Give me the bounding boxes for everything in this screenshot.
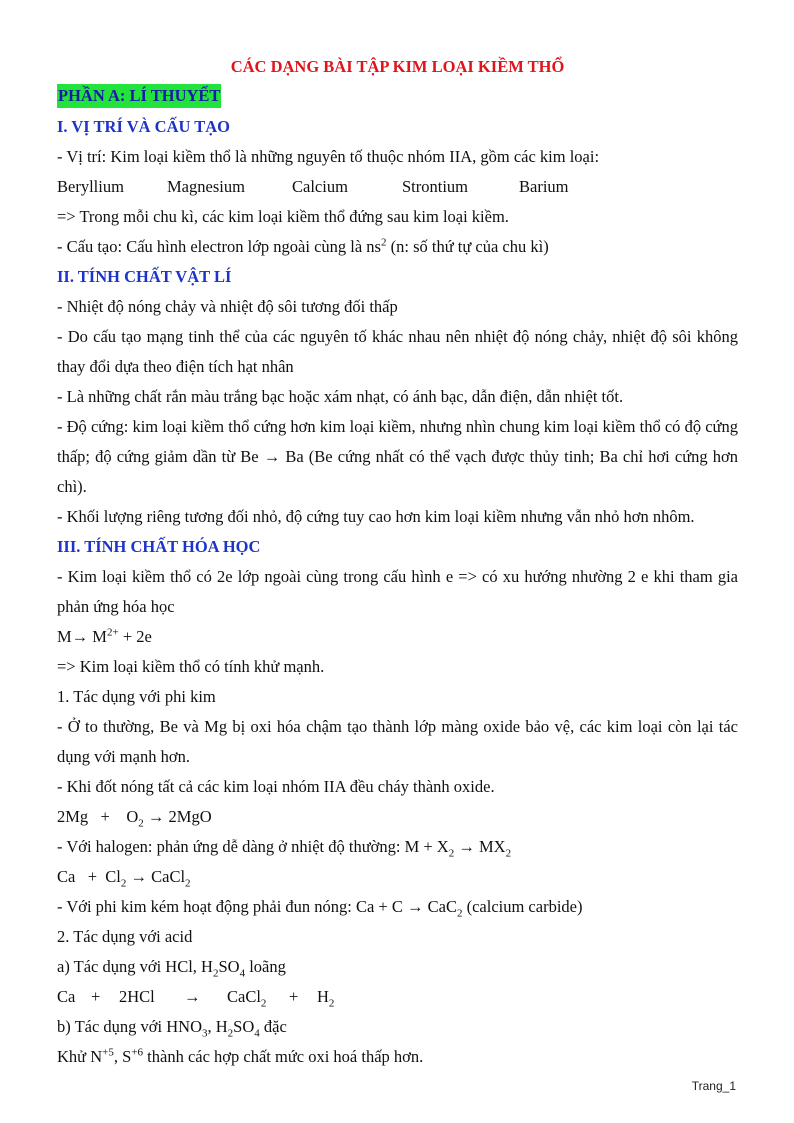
physical-paragraph-3: - Là những chất rắn màu trắng bạc hoặc xám nhạt, có ánh bạc, dẫn điện, dẫn nhiệt tốt. [57, 387, 624, 406]
period-paragraph: => Trong mỗi chu kì, các kim loại kiềm thổ đứng sau kim loại kiềm. [57, 207, 509, 226]
eq-text: , S [113, 1047, 132, 1066]
eq-text: Ca + Cl [57, 867, 121, 886]
eq-text: - Với halogen: phản ứng dễ dàng ở nhiệt độ thường: M + X [57, 837, 449, 856]
superscript: 2 [380, 236, 387, 249]
subheading-concentrated-acid [57, 1012, 738, 1042]
metal-item: Calcium [292, 177, 348, 196]
document-page [57, 52, 738, 1072]
equation-ionization [57, 622, 738, 652]
eq-text: Khử N [57, 1047, 103, 1066]
eq-text: SO [233, 1017, 255, 1036]
superscript: 2+ [106, 626, 119, 639]
structure-text: - Cấu tạo: Cấu hình electron lớp ngoài cùng là ns [57, 237, 381, 256]
subscript: 2 [260, 997, 267, 1010]
eq-text: đặc [259, 1017, 287, 1036]
chemical-paragraph-3: - Ở to thường, Be và Mg bị oxi hóa chậm tạo thành lớp màng oxide bảo vệ, các kim loại còn lại tác dụng với mạnh hơn. [57, 717, 738, 766]
metal-item: Strontium [402, 177, 469, 196]
eq-term: + [91, 987, 101, 1006]
eq-term: → [184, 987, 201, 1006]
eq-term-wrap [317, 982, 334, 1012]
subscript: 4 [254, 1027, 260, 1040]
eq-text: thành các hợp chất mức oxi hoá thấp hơn. [143, 1047, 424, 1066]
physical-paragraph-2: - Do cấu tạo mạng tinh thể của các nguyên tố khác nhau nên nhiệt độ nóng chảy, nhiệt độ sôi không thay đổi dựa theo điện tích hạt nhân [57, 327, 738, 376]
eq-term: CaCl [227, 987, 261, 1006]
eq-text: → CaCl [126, 867, 186, 886]
eq-text: a) Tác dụng với HCl, H [57, 957, 213, 976]
chemical-paragraph-1: - Kim loại kiềm thổ có 2e lớp ngoài cùng trong cấu hình e => có xu hướng nhường 2 e khi tham gia phản ứng hóa học [57, 567, 738, 616]
eq-term: Ca [57, 987, 76, 1006]
equation-ca-chlorine [57, 862, 738, 892]
eq-term: H [317, 987, 329, 1006]
subscript: 2 [120, 877, 127, 890]
part-a-heading: PHẦN A: LÍ THUYẾT [57, 84, 221, 108]
position-paragraph: - Vị trí: Kim loại kiềm thổ là những nguyên tố thuộc nhóm IIA, gồm các kim loại: [57, 147, 600, 166]
superscript: +6 [131, 1046, 144, 1059]
subheading-acid: 2. Tác dụng với acid [57, 927, 193, 946]
eq-text: SO [218, 957, 240, 976]
subscript: 3 [201, 1027, 208, 1040]
eq-term: + [289, 987, 299, 1006]
subscript: 2 [456, 907, 463, 920]
eq-text: 2Mg + O [57, 807, 139, 826]
subscript: 2 [448, 847, 455, 860]
physical-paragraph-1: - Nhiệt độ nóng chảy và nhiệt độ sôi tương đối thấp [57, 297, 398, 316]
structure-paragraph [57, 232, 738, 262]
subscript: 2 [138, 817, 144, 830]
subscript: 2 [185, 877, 191, 890]
eq-term-wrap [227, 982, 289, 1012]
metal-item: Magnesium [167, 177, 245, 196]
eq-text: → 2MgO [143, 807, 212, 826]
reduction-paragraph [57, 1042, 738, 1072]
eq-text: → MX [454, 837, 506, 856]
structure-text-end: (n: số thứ tự của chu kì) [386, 237, 549, 256]
equation-mg-oxygen [57, 802, 738, 832]
eq-text: , H [207, 1017, 228, 1036]
subscript: 4 [239, 967, 246, 980]
equation-ca-hcl [57, 982, 738, 1012]
subscript: 2 [505, 847, 512, 860]
eq-text: (calcium carbide) [462, 897, 583, 916]
chemical-paragraph-4: - Khi đốt nóng tất cả các kim loại nhóm IIA đều cháy thành oxide. [57, 777, 495, 796]
physical-paragraph-5: - Khối lượng riêng tương đối nhỏ, độ cứng tuy cao hơn kim loại kiềm nhưng vẫn nhỏ hơn nhôm. [57, 507, 695, 526]
carbide-paragraph [57, 892, 738, 922]
physical-paragraph-4: - Độ cứng: kim loại kiềm thổ cứng hơn kim loại kiềm, nhưng nhìn chung kim loại kiềm thổ có độ cứng thấp; độ cứng giảm dần từ Be → Ba (Be cứng nhất có thể vạch được thủy tinh; Ba chỉ hơi cứng hơn chì). [57, 417, 738, 496]
chemical-paragraph-2: => Kim loại kiềm thổ có tính khử mạnh. [57, 657, 325, 676]
eq-text: + 2e [118, 627, 152, 646]
subheading-nonmetal: 1. Tác dụng với phi kim [57, 687, 216, 706]
metals-list [57, 172, 738, 202]
superscript: +5 [102, 1046, 114, 1059]
subscript: 2 [227, 1027, 234, 1040]
section-3-heading: III. TÍNH CHẤT HÓA HỌC [57, 537, 261, 556]
document-title: CÁC DẠNG BÀI TẬP KIM LOẠI KIỀM THỔ [230, 57, 565, 76]
halogen-paragraph [57, 832, 738, 862]
eq-text: b) Tác dụng với HNO [57, 1017, 202, 1036]
metal-item: Barium [519, 177, 569, 196]
section-2-heading: II. TÍNH CHẤT VẬT LÍ [57, 267, 232, 286]
metal-item: Beryllium [57, 177, 124, 196]
eq-text: M→ M [57, 627, 107, 646]
eq-term: 2HCl [119, 987, 155, 1006]
eq-text: loãng [245, 957, 286, 976]
subheading-dilute-acid [57, 952, 738, 982]
subscript: 2 [212, 967, 219, 980]
part-a-row [57, 82, 738, 112]
subscript: 2 [328, 997, 335, 1010]
section-1-heading: I. VỊ TRÍ VÀ CẤU TẠO [57, 117, 230, 136]
page-number: Trang_1 [691, 1079, 736, 1093]
eq-text: - Với phi kim kém hoạt động phải đun nóng: Ca + C → CaC [57, 897, 457, 916]
